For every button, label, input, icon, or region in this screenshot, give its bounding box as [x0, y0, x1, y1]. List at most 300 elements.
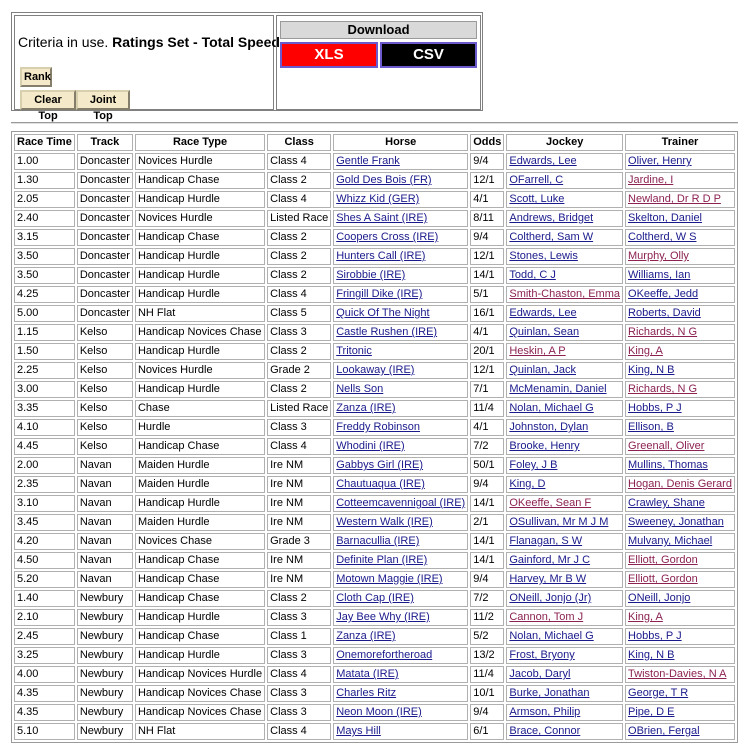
- table-row: [14, 647, 735, 664]
- track-cell: Newbury: [77, 628, 133, 645]
- table-row: [14, 628, 735, 645]
- odds-cell: 11/2: [470, 609, 504, 626]
- class-cell: Class 2: [267, 381, 331, 398]
- race-time-cell: 2.35: [14, 476, 75, 493]
- jockey-link[interactable]: Brooke, Henry: [506, 438, 623, 455]
- track-cell: Navan: [77, 552, 133, 569]
- trainer-link[interactable]: Mulvany, Michael: [625, 533, 735, 550]
- table-row: [14, 666, 735, 683]
- horse-link[interactable]: Fringill Dike (IRE): [333, 286, 468, 303]
- track-cell: Newbury: [77, 723, 133, 740]
- odds-cell: 6/1: [470, 723, 504, 740]
- race-time-cell: 4.25: [14, 286, 75, 303]
- jockey-link[interactable]: Harvey, Mr B W: [506, 571, 623, 588]
- race-time-cell: 4.20: [14, 533, 75, 550]
- jockey-link[interactable]: Todd, C J: [506, 267, 623, 284]
- class-cell: Class 4: [267, 286, 331, 303]
- horizontal-divider: [11, 122, 738, 124]
- track-cell: Doncaster: [77, 286, 133, 303]
- table-row: [14, 704, 735, 721]
- track-cell: Doncaster: [77, 153, 133, 170]
- jockey-link[interactable]: OFarrell, C: [506, 172, 623, 189]
- class-cell: Class 2: [267, 267, 331, 284]
- column-header-race-type[interactable]: Race Type: [135, 134, 265, 151]
- race-type-cell: Handicap Novices Chase: [135, 685, 265, 702]
- criteria-panel: [11, 12, 483, 122]
- horse-link[interactable]: Gold Des Bois (FR): [333, 172, 468, 189]
- odds-cell: 16/1: [470, 305, 504, 322]
- horse-link[interactable]: Coopers Cross (IRE): [333, 229, 468, 246]
- trainer-link[interactable]: King, N B: [625, 362, 735, 379]
- race-time-cell: 5.10: [14, 723, 75, 740]
- track-cell: Newbury: [77, 590, 133, 607]
- race-time-cell: 3.10: [14, 495, 75, 512]
- horse-link[interactable]: Lookaway (IRE): [333, 362, 468, 379]
- horse-link[interactable]: Definite Plan (IRE): [333, 552, 468, 569]
- trainer-link[interactable]: Richards, N G: [625, 324, 735, 341]
- track-cell: Newbury: [77, 704, 133, 721]
- race-type-cell: Handicap Chase: [135, 571, 265, 588]
- class-cell: Class 2: [267, 248, 331, 265]
- track-cell: Navan: [77, 571, 133, 588]
- jockey-link[interactable]: Armson, Philip: [506, 704, 623, 721]
- odds-cell: 2/1: [470, 514, 504, 531]
- odds-cell: 14/1: [470, 552, 504, 569]
- race-time-cell: 5.20: [14, 571, 75, 588]
- horse-link[interactable]: Castle Rushen (IRE): [333, 324, 468, 341]
- race-time-cell: 2.45: [14, 628, 75, 645]
- table-row: [14, 305, 735, 322]
- jockey-link[interactable]: Smith-Chaston, Emma: [506, 286, 623, 303]
- track-cell: Navan: [77, 476, 133, 493]
- table-row: [14, 476, 735, 493]
- trainer-link[interactable]: Hobbs, P J: [625, 628, 735, 645]
- table-row: [14, 609, 735, 626]
- horse-link[interactable]: Onemorefortheroad: [333, 647, 468, 664]
- race-time-cell: 1.00: [14, 153, 75, 170]
- trainer-link[interactable]: King, A: [625, 609, 735, 626]
- race-type-cell: Handicap Chase: [135, 172, 265, 189]
- race-time-cell: 1.50: [14, 343, 75, 360]
- race-type-cell: Novices Hurdle: [135, 362, 265, 379]
- trainer-link[interactable]: Jardine, I: [625, 172, 735, 189]
- jockey-link[interactable]: Scott, Luke: [506, 191, 623, 208]
- odds-cell: 9/4: [470, 153, 504, 170]
- race-time-cell: 2.05: [14, 191, 75, 208]
- trainer-link[interactable]: Ellison, B: [625, 419, 735, 436]
- race-time-cell: 4.00: [14, 666, 75, 683]
- trainer-link[interactable]: George, T R: [625, 685, 735, 702]
- race-type-cell: Maiden Hurdle: [135, 457, 265, 474]
- track-cell: Kelso: [77, 381, 133, 398]
- track-cell: Newbury: [77, 647, 133, 664]
- odds-cell: 11/4: [470, 400, 504, 417]
- table-row: [14, 685, 735, 702]
- trainer-link[interactable]: Murphy, Olly: [625, 248, 735, 265]
- trainer-link[interactable]: Newland, Dr R D P: [625, 191, 735, 208]
- results-body: [14, 153, 735, 740]
- jockey-link[interactable]: Gainford, Mr J C: [506, 552, 623, 569]
- race-time-cell: 4.35: [14, 685, 75, 702]
- track-cell: Navan: [77, 495, 133, 512]
- odds-cell: 5/2: [470, 628, 504, 645]
- class-cell: Class 1: [267, 628, 331, 645]
- jockey-link[interactable]: Flanagan, S W: [506, 533, 623, 550]
- jockey-link[interactable]: Edwards, Lee: [506, 153, 623, 170]
- track-cell: Newbury: [77, 609, 133, 626]
- jockey-link[interactable]: OSullivan, Mr M J M: [506, 514, 623, 531]
- horse-link[interactable]: Neon Moon (IRE): [333, 704, 468, 721]
- race-time-cell: 1.15: [14, 324, 75, 341]
- trainer-link[interactable]: Sweeney, Jonathan: [625, 514, 735, 531]
- race-time-cell: 3.15: [14, 229, 75, 246]
- horse-link[interactable]: Freddy Robinson: [333, 419, 468, 436]
- class-cell: Class 5: [267, 305, 331, 322]
- odds-cell: 14/1: [470, 533, 504, 550]
- column-header-class[interactable]: Class: [267, 134, 331, 151]
- table-header-row: [14, 134, 735, 151]
- track-cell: Doncaster: [77, 267, 133, 284]
- race-time-cell: 1.30: [14, 172, 75, 189]
- odds-cell: 14/1: [470, 267, 504, 284]
- table-row: [14, 419, 735, 436]
- joint-top-button[interactable]: Joint Top: [76, 90, 130, 110]
- table-row: [14, 381, 735, 398]
- horse-link[interactable]: Cotteemcavennigoal (IRE): [333, 495, 468, 512]
- race-type-cell: Maiden Hurdle: [135, 514, 265, 531]
- class-cell: Ire NM: [267, 571, 331, 588]
- race-type-cell: Handicap Novices Hurdle: [135, 666, 265, 683]
- horse-link[interactable]: Zanza (IRE): [333, 628, 468, 645]
- jockey-link[interactable]: Edwards, Lee: [506, 305, 623, 322]
- jockey-link[interactable]: Jacob, Daryl: [506, 666, 623, 683]
- race-type-cell: Handicap Hurdle: [135, 267, 265, 284]
- class-cell: Class 2: [267, 172, 331, 189]
- odds-cell: 20/1: [470, 343, 504, 360]
- race-type-cell: Maiden Hurdle: [135, 476, 265, 493]
- horse-link[interactable]: Hunters Call (IRE): [333, 248, 468, 265]
- horse-link[interactable]: Whizz Kid (GER): [333, 191, 468, 208]
- trainer-link[interactable]: Roberts, David: [625, 305, 735, 322]
- odds-cell: 9/4: [470, 704, 504, 721]
- race-time-cell: 3.00: [14, 381, 75, 398]
- jockey-link[interactable]: Andrews, Bridget: [506, 210, 623, 227]
- table-row: [14, 552, 735, 569]
- horse-link[interactable]: Cloth Cap (IRE): [333, 590, 468, 607]
- class-cell: Class 3: [267, 324, 331, 341]
- horse-link[interactable]: Sirobbie (IRE): [333, 267, 468, 284]
- race-type-cell: Handicap Chase: [135, 552, 265, 569]
- trainer-link[interactable]: OKeeffe, Jedd: [625, 286, 735, 303]
- class-cell: Class 2: [267, 590, 331, 607]
- jockey-link[interactable]: Burke, Jonathan: [506, 685, 623, 702]
- race-type-cell: Handicap Hurdle: [135, 248, 265, 265]
- race-type-cell: Handicap Hurdle: [135, 286, 265, 303]
- odds-cell: 13/2: [470, 647, 504, 664]
- race-type-cell: Handicap Novices Chase: [135, 324, 265, 341]
- jockey-link[interactable]: King, D: [506, 476, 623, 493]
- class-cell: Ire NM: [267, 457, 331, 474]
- class-cell: Listed Race: [267, 210, 331, 227]
- race-time-cell: 3.50: [14, 267, 75, 284]
- race-type-cell: Novices Hurdle: [135, 210, 265, 227]
- horse-link[interactable]: Chautuaqua (IRE): [333, 476, 468, 493]
- race-time-cell: 4.10: [14, 419, 75, 436]
- race-type-cell: Handicap Chase: [135, 229, 265, 246]
- class-cell: Class 3: [267, 609, 331, 626]
- race-type-cell: Handicap Hurdle: [135, 495, 265, 512]
- race-type-cell: Chase: [135, 400, 265, 417]
- jockey-link[interactable]: Brace, Connor: [506, 723, 623, 740]
- jockey-link[interactable]: Coltherd, Sam W: [506, 229, 623, 246]
- odds-cell: 12/1: [470, 172, 504, 189]
- trainer-link[interactable]: Williams, Ian: [625, 267, 735, 284]
- class-cell: Class 4: [267, 153, 331, 170]
- odds-cell: 10/1: [470, 685, 504, 702]
- class-cell: Grade 2: [267, 362, 331, 379]
- race-time-cell: 3.35: [14, 400, 75, 417]
- odds-cell: 4/1: [470, 324, 504, 341]
- trainer-link[interactable]: Hogan, Denis Gerard: [625, 476, 735, 493]
- odds-cell: 12/1: [470, 362, 504, 379]
- odds-cell: 12/1: [470, 248, 504, 265]
- column-header-odds[interactable]: Odds: [470, 134, 504, 151]
- table-row: [14, 172, 735, 189]
- horse-link[interactable]: Charles Ritz: [333, 685, 468, 702]
- class-cell: Ire NM: [267, 552, 331, 569]
- odds-cell: 7/1: [470, 381, 504, 398]
- track-cell: Doncaster: [77, 172, 133, 189]
- race-time-cell: 2.25: [14, 362, 75, 379]
- horse-link[interactable]: Gentle Frank: [333, 153, 468, 170]
- class-cell: Class 4: [267, 438, 331, 455]
- criteria-text: [18, 34, 280, 50]
- race-type-cell: Novices Chase: [135, 533, 265, 550]
- column-header-race-time[interactable]: Race Time: [14, 134, 75, 151]
- odds-cell: 5/1: [470, 286, 504, 303]
- horse-link[interactable]: Zanza (IRE): [333, 400, 468, 417]
- track-cell: Doncaster: [77, 210, 133, 227]
- jockey-link[interactable]: Johnston, Dylan: [506, 419, 623, 436]
- track-cell: Kelso: [77, 438, 133, 455]
- table-row: [14, 362, 735, 379]
- odds-cell: 14/1: [470, 495, 504, 512]
- track-cell: Newbury: [77, 666, 133, 683]
- jockey-link[interactable]: Frost, Bryony: [506, 647, 623, 664]
- column-header-trainer[interactable]: Trainer: [625, 134, 735, 151]
- table-row: [14, 400, 735, 417]
- race-time-cell: 1.40: [14, 590, 75, 607]
- odds-cell: 9/4: [470, 229, 504, 246]
- jockey-link[interactable]: Stones, Lewis: [506, 248, 623, 265]
- class-cell: Class 3: [267, 419, 331, 436]
- table-row: [14, 153, 735, 170]
- race-type-cell: Handicap Hurdle: [135, 609, 265, 626]
- table-row: [14, 723, 735, 740]
- jockey-link[interactable]: McMenamin, Daniel: [506, 381, 623, 398]
- trainer-link[interactable]: Skelton, Daniel: [625, 210, 735, 227]
- table-row: [14, 229, 735, 246]
- race-time-cell: 2.40: [14, 210, 75, 227]
- criteria-cell: [14, 15, 280, 122]
- download-cell: [276, 15, 481, 110]
- track-cell: Doncaster: [77, 248, 133, 265]
- race-type-cell: NH Flat: [135, 723, 265, 740]
- table-row: [14, 191, 735, 208]
- horse-link[interactable]: Western Walk (IRE): [333, 514, 468, 531]
- odds-cell: 7/2: [470, 438, 504, 455]
- race-type-cell: Handicap Chase: [135, 628, 265, 645]
- trainer-link[interactable]: Mullins, Thomas: [625, 457, 735, 474]
- odds-cell: 7/2: [470, 590, 504, 607]
- trainer-link[interactable]: King, N B: [625, 647, 735, 664]
- table-row: [14, 343, 735, 360]
- track-cell: Doncaster: [77, 229, 133, 246]
- class-cell: Grade 3: [267, 533, 331, 550]
- race-type-cell: Handicap Hurdle: [135, 343, 265, 360]
- table-row: [14, 514, 735, 531]
- jockey-link[interactable]: Nolan, Michael G: [506, 628, 623, 645]
- table-row: [14, 324, 735, 341]
- race-type-cell: Handicap Chase: [135, 590, 265, 607]
- table-row: [14, 267, 735, 284]
- trainer-link[interactable]: Crawley, Shane: [625, 495, 735, 512]
- class-cell: Ire NM: [267, 495, 331, 512]
- race-type-cell: NH Flat: [135, 305, 265, 322]
- jockey-link[interactable]: Cannon, Tom J: [506, 609, 623, 626]
- table-row: [14, 571, 735, 588]
- odds-cell: 9/4: [470, 571, 504, 588]
- race-type-cell: Handicap Novices Chase: [135, 704, 265, 721]
- trainer-link[interactable]: ONeill, Jonjo: [625, 590, 735, 607]
- jockey-link[interactable]: ONeill, Jonjo (Jr): [506, 590, 623, 607]
- criteria-value: Ratings Set - Total Speed: [112, 34, 280, 50]
- trainer-link[interactable]: Richards, N G: [625, 381, 735, 398]
- odds-cell: 50/1: [470, 457, 504, 474]
- jockey-link[interactable]: Quinlan, Jack: [506, 362, 623, 379]
- horse-link[interactable]: Mays Hill: [333, 723, 468, 740]
- class-cell: Class 4: [267, 666, 331, 683]
- xls-download-button[interactable]: XLS: [280, 42, 378, 68]
- horse-link[interactable]: Gabbys Girl (IRE): [333, 457, 468, 474]
- race-time-cell: 4.50: [14, 552, 75, 569]
- horse-link[interactable]: Tritonic: [333, 343, 468, 360]
- horse-link[interactable]: Motown Maggie (IRE): [333, 571, 468, 588]
- column-header-jockey[interactable]: Jockey: [506, 134, 623, 151]
- race-time-cell: 2.00: [14, 457, 75, 474]
- horse-link[interactable]: Nells Son: [333, 381, 468, 398]
- class-cell: Class 4: [267, 191, 331, 208]
- track-cell: Kelso: [77, 400, 133, 417]
- race-type-cell: Hurdle: [135, 419, 265, 436]
- jockey-link[interactable]: Heskin, A P: [506, 343, 623, 360]
- class-cell: Class 3: [267, 647, 331, 664]
- horse-link[interactable]: Shes A Saint (IRE): [333, 210, 468, 227]
- odds-cell: 11/4: [470, 666, 504, 683]
- track-cell: Kelso: [77, 343, 133, 360]
- track-cell: Navan: [77, 533, 133, 550]
- track-cell: Newbury: [77, 685, 133, 702]
- trainer-link[interactable]: Elliott, Gordon: [625, 571, 735, 588]
- table-row: [14, 248, 735, 265]
- table-row: [14, 590, 735, 607]
- track-cell: Kelso: [77, 419, 133, 436]
- download-header: Download: [280, 21, 477, 39]
- table-row: [14, 210, 735, 227]
- trainer-link[interactable]: King, A: [625, 343, 735, 360]
- column-header-horse[interactable]: Horse: [333, 134, 468, 151]
- table-row: [14, 457, 735, 474]
- class-cell: Ire NM: [267, 476, 331, 493]
- race-time-cell: 3.50: [14, 248, 75, 265]
- column-header-track[interactable]: Track: [77, 134, 133, 151]
- horse-link[interactable]: Quick Of The Night: [333, 305, 468, 322]
- clear-top-button[interactable]: Clear Top: [20, 90, 76, 110]
- race-type-cell: Handicap Chase: [135, 438, 265, 455]
- trainer-link[interactable]: Greenall, Oliver: [625, 438, 735, 455]
- odds-cell: 9/4: [470, 476, 504, 493]
- horse-link[interactable]: Barnacullia (IRE): [333, 533, 468, 550]
- trainer-link[interactable]: Hobbs, P J: [625, 400, 735, 417]
- track-cell: Navan: [77, 514, 133, 531]
- race-time-cell: 4.35: [14, 704, 75, 721]
- horse-link[interactable]: Matata (IRE): [333, 666, 468, 683]
- odds-cell: 8/11: [470, 210, 504, 227]
- class-cell: Class 3: [267, 704, 331, 721]
- race-time-cell: 3.45: [14, 514, 75, 531]
- csv-download-button[interactable]: CSV: [380, 42, 477, 68]
- track-cell: Kelso: [77, 324, 133, 341]
- track-cell: Doncaster: [77, 191, 133, 208]
- race-type-cell: Novices Hurdle: [135, 153, 265, 170]
- table-row: [14, 286, 735, 303]
- table-row: [14, 495, 735, 512]
- race-results-table: [11, 131, 738, 743]
- class-cell: Listed Race: [267, 400, 331, 417]
- jockey-link[interactable]: Nolan, Michael G: [506, 400, 623, 417]
- class-cell: Class 4: [267, 723, 331, 740]
- table-row: [14, 438, 735, 455]
- race-time-cell: 4.45: [14, 438, 75, 455]
- track-cell: Navan: [77, 457, 133, 474]
- horse-link[interactable]: Jay Bee Why (IRE): [333, 609, 468, 626]
- track-cell: Doncaster: [77, 305, 133, 322]
- jockey-link[interactable]: Foley, J B: [506, 457, 623, 474]
- trainer-link[interactable]: Twiston-Davies, N A: [625, 666, 735, 683]
- track-cell: Kelso: [77, 362, 133, 379]
- jockey-link[interactable]: Quinlan, Sean: [506, 324, 623, 341]
- trainer-link[interactable]: Pipe, D E: [625, 704, 735, 721]
- trainer-link[interactable]: Coltherd, W S: [625, 229, 735, 246]
- horse-link[interactable]: Whodini (IRE): [333, 438, 468, 455]
- trainer-link[interactable]: OBrien, Fergal: [625, 723, 735, 740]
- odds-cell: 4/1: [470, 419, 504, 436]
- race-type-cell: Handicap Hurdle: [135, 381, 265, 398]
- jockey-link[interactable]: OKeeffe, Sean F: [506, 495, 623, 512]
- trainer-link[interactable]: Elliott, Gordon: [625, 552, 735, 569]
- class-cell: Class 3: [267, 685, 331, 702]
- race-time-cell: 2.10: [14, 609, 75, 626]
- trainer-link[interactable]: Oliver, Henry: [625, 153, 735, 170]
- class-cell: Class 2: [267, 343, 331, 360]
- class-cell: Ire NM: [267, 514, 331, 531]
- race-time-cell: 5.00: [14, 305, 75, 322]
- race-type-cell: Handicap Hurdle: [135, 191, 265, 208]
- race-type-cell: Handicap Hurdle: [135, 647, 265, 664]
- rank-button[interactable]: Rank: [20, 67, 52, 87]
- table-row: [14, 533, 735, 550]
- class-cell: Class 2: [267, 229, 331, 246]
